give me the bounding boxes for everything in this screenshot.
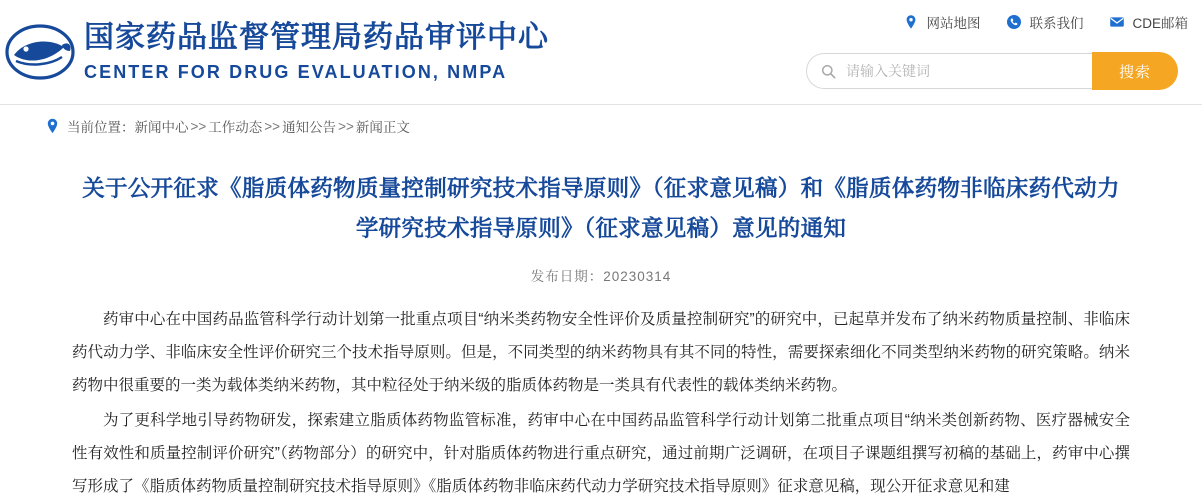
publish-date-value: 20230314 <box>603 269 672 284</box>
search-button[interactable]: 搜索 <box>1092 52 1178 90</box>
mail-icon <box>1109 14 1125 30</box>
article-body <box>72 303 1130 503</box>
breadcrumb-item-work-updates[interactable]: 工作动态 <box>208 120 263 135</box>
breadcrumb-label: 当前位置： <box>67 120 135 135</box>
site-header <box>0 0 1202 105</box>
phone-icon <box>1006 14 1022 30</box>
article-paragraph: 为了更科学地引导药物研发，探索建立脂质体药物监管标准，药审中心在中国药品监管科学行动计划第二批重点项目“纳米类创新药物、医疗器械安全性有效性和质量控制评价研究”（药物部分）的研究中，针对脂质体药物进行重点研究，通过前期广泛调研，在项目子课题组撰写初稿的基础上，药审中心撰写形成了《脂质体药物质量控制研究技术指导原则》《脂质体药物非临床药代动力学研究技术指导原则》征求意见稿，现公开征求意见和建 <box>72 412 1130 495</box>
breadcrumb-item-news-center[interactable]: 新闻中心 <box>134 120 189 135</box>
site-logo-block[interactable] <box>0 0 549 104</box>
cde-fish-logo-icon <box>4 21 76 83</box>
page-title: 关于公开征求《脂质体药物质量控制研究技术指导原则》（征求意见稿）和《脂质体药物非临床药代动力学研究技术指导原则》（征求意见稿）意见的通知 <box>82 176 1120 241</box>
top-links <box>903 12 1188 32</box>
top-link-mail[interactable] <box>1109 12 1188 32</box>
article-paragraph: 药审中心在中国药品监管科学行动计划第一批重点项目“纳米类药物安全性评价及质量控制研究”的研究中，已起草并发布了纳米药物质量控制、非临床药代动力学、非临床安全性评价研究三个技术指导原则。但是，不同类型的纳米药物具有其不同的特性，需要探索细化不同类型纳米药物的研究策略。纳米药物中很重要的一类为载体类纳米药物，其中粒径处于纳米级的脂质体药物是一类具有代表性的载体类纳米药物。 <box>72 311 1130 394</box>
search-input[interactable] <box>844 62 1076 80</box>
breadcrumb-separator: >> <box>338 118 354 134</box>
breadcrumb <box>0 105 1202 147</box>
top-link-mail-label: CDE邮箱 <box>1132 16 1188 31</box>
location-pin-icon <box>46 118 59 134</box>
breadcrumb-separator: >> <box>190 118 207 134</box>
breadcrumb-item-article: 新闻正文 <box>355 120 410 135</box>
top-link-contact[interactable] <box>1006 12 1083 32</box>
top-link-contact-label: 联系我们 <box>1029 16 1084 31</box>
location-pin-icon <box>903 14 919 30</box>
site-title-en: CENTER FOR DRUG EVALUATION, NMPA <box>84 62 508 82</box>
breadcrumb-separator: >> <box>264 118 281 134</box>
publish-date <box>72 265 1130 285</box>
search-input-wrapper[interactable] <box>806 53 1092 89</box>
top-link-sitemap[interactable] <box>903 12 980 32</box>
top-link-sitemap-label: 网站地图 <box>926 16 981 31</box>
publish-date-label: 发布日期： <box>530 269 604 284</box>
site-title-cn: 国家药品监督管理局药品审评中心 <box>84 21 549 54</box>
search-bar <box>806 52 1178 90</box>
site-title-group <box>84 19 549 85</box>
breadcrumb-item-announcements[interactable]: 通知公告 <box>282 120 337 135</box>
article <box>0 169 1202 503</box>
search-icon <box>821 64 836 79</box>
